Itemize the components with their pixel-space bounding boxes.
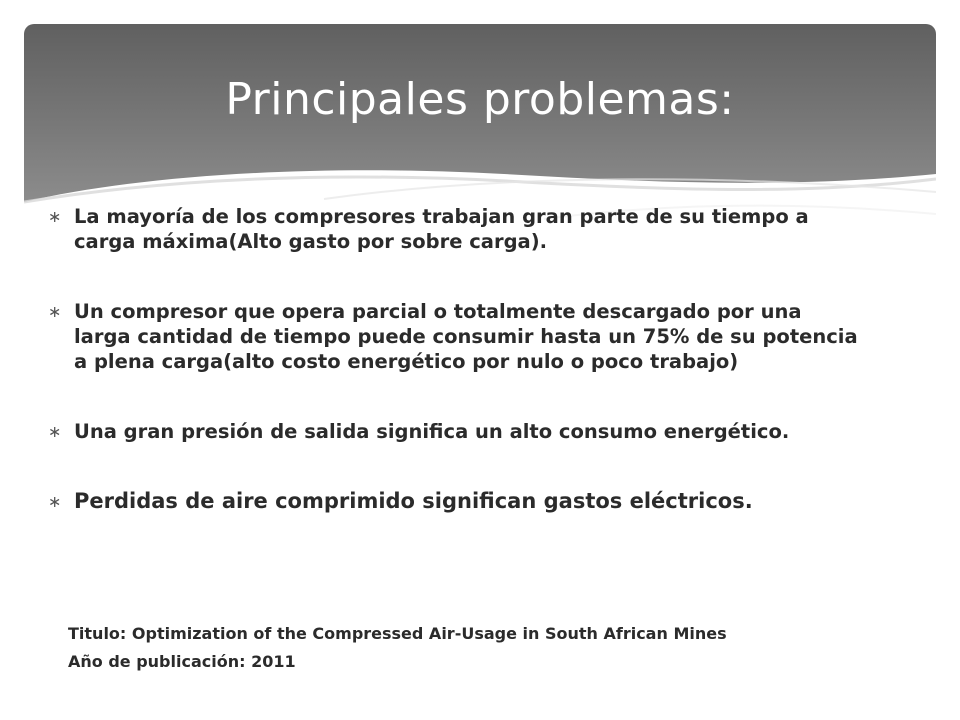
bullet-star-icon: ∗ [48,302,62,321]
bullet-text: Una gran presión de salida significa un alto consumo energético. [74,420,790,443]
bullet-star-icon: ∗ [48,207,62,226]
bullet-text: Perdidas de aire comprimido significan gastos eléctricos. [74,489,753,513]
slide-title: Principales problemas: [225,74,735,125]
bullet-item [44,489,864,514]
bullet-text: Un compresor que opera parcial o totalmente descargado por una larga cantidad de tiempo puede consumir hasta un 75% de su potencia a plena carga(alto costo energético por nulo o poco trabajo) [74,300,858,373]
reference-year: Año de publicación: 2011 [68,652,296,671]
reference-title: Titulo: Optimization of the Compressed Air-Usage in South African Mines [68,624,727,643]
bullet-star-icon: ∗ [48,422,62,441]
bullet-text: La mayoría de los compresores trabajan gran parte de su tiempo a carga máxima(Alto gasto por sobre carga). [74,205,809,253]
bullet-list [44,204,864,514]
bullet-item [44,204,864,254]
bullet-item [44,299,864,374]
bullet-item [44,419,864,444]
bullet-star-icon: ∗ [48,492,62,511]
